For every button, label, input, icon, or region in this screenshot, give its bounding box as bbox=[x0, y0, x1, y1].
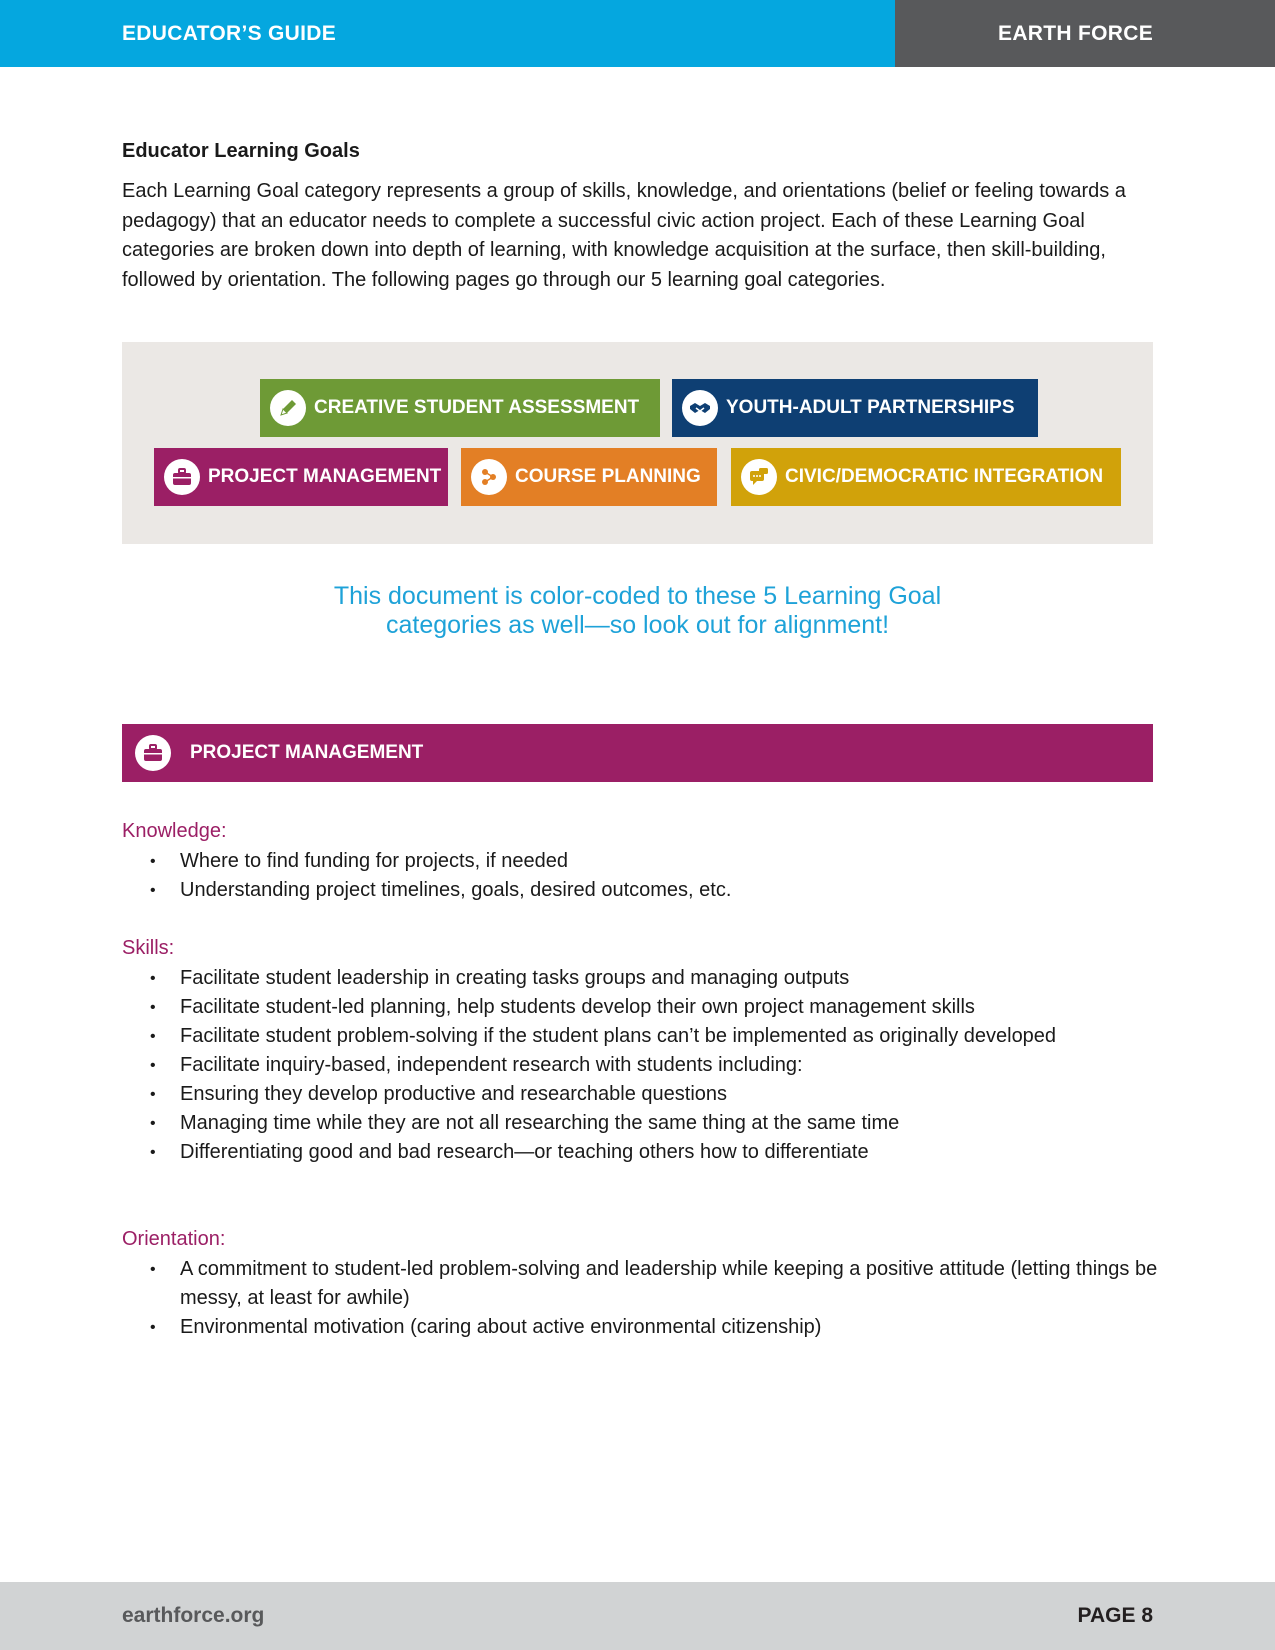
project-management-banner bbox=[122, 724, 1153, 782]
skills-list bbox=[122, 964, 1162, 1167]
goal-youth-adult-partnerships bbox=[672, 379, 1038, 437]
list-item: • Facilitate student leadership in creating tasks groups and managing outputs bbox=[122, 964, 1162, 993]
list-item: • Differentiating good and bad research—or teaching others how to differentiate bbox=[122, 1138, 1162, 1167]
list-item: • A commitment to student-led problem-solving and leadership while keeping a positive attitude (letting things be messy, at least for awhile) bbox=[122, 1255, 1162, 1313]
list-item: • Facilitate student problem-solving if the student plans can’t be implemented as originally developed bbox=[122, 1022, 1162, 1051]
list-item: • Ensuring they develop productive and researchable questions bbox=[122, 1080, 1162, 1109]
knowledge-list bbox=[122, 847, 1162, 905]
callout-line: This document is color-coded to these 5 Learning Goal bbox=[333, 582, 942, 610]
page-footer bbox=[0, 1582, 1275, 1650]
list-item: • Facilitate student-led planning, help students develop their own project management skills bbox=[122, 993, 1162, 1022]
guide-title: EDUCATOR’S GUIDE bbox=[0, 0, 895, 67]
list-item: • Where to find funding for projects, if needed bbox=[122, 847, 1162, 876]
orientation-list bbox=[122, 1255, 1162, 1342]
briefcase-icon bbox=[135, 735, 171, 771]
goal-label: PROJECT MANAGEMENT bbox=[208, 466, 442, 487]
section-title: Educator Learning Goals bbox=[122, 140, 360, 162]
list-item: • Facilitate inquiry-based, independent research with students including: bbox=[122, 1051, 1162, 1080]
goal-label: CREATIVE STUDENT ASSESSMENT bbox=[314, 397, 640, 418]
pencil-icon bbox=[270, 390, 306, 426]
intro-paragraph: Each Learning Goal category represents a group of skills, knowledge, and orientations (belief or feeling towards a pedagogy) that an educator needs to complete a successful civic action project. Each of these Learning Goal categories are broken down into depth of learning, with knowledge acquisition at the surface, then skill-building, followed by orientation. The following pages go through our 5 learning goal categories. bbox=[122, 180, 1126, 291]
goal-label: CIVIC/DEMOCRATIC INTEGRATION bbox=[785, 466, 1104, 487]
website-link[interactable]: earthforce.org bbox=[122, 1604, 265, 1627]
goal-civic-democratic-integration bbox=[731, 448, 1121, 506]
goal-course-planning bbox=[461, 448, 717, 506]
goal-label: YOUTH-ADULT PARTNERSHIPS bbox=[726, 397, 1015, 418]
goal-creative-student-assessment bbox=[260, 379, 660, 437]
knowledge-heading: Knowledge: bbox=[122, 820, 227, 842]
org-title: EARTH FORCE bbox=[895, 0, 1275, 67]
color-code-callout bbox=[200, 582, 1075, 640]
skills-heading: Skills: bbox=[122, 937, 175, 959]
orientation-heading: Orientation: bbox=[122, 1228, 226, 1250]
handshake-icon bbox=[682, 390, 718, 426]
goal-label: COURSE PLANNING bbox=[515, 466, 701, 487]
banner-title: PROJECT MANAGEMENT bbox=[190, 742, 424, 763]
briefcase-icon bbox=[164, 459, 200, 495]
page-number: PAGE 8 bbox=[1077, 1604, 1153, 1627]
callout-line: categories as well—so look out for alignment! bbox=[385, 611, 890, 639]
page-header bbox=[0, 0, 1275, 67]
goal-project-management bbox=[154, 448, 448, 506]
list-item: • Environmental motivation (caring about active environmental citizenship) bbox=[122, 1313, 1162, 1342]
learning-goals-panel bbox=[122, 342, 1153, 544]
network-icon bbox=[471, 459, 507, 495]
list-item: • Managing time while they are not all researching the same thing at the same time bbox=[122, 1109, 1162, 1138]
list-item: • Understanding project timelines, goals, desired outcomes, etc. bbox=[122, 876, 1162, 905]
speech-bubbles-icon bbox=[741, 459, 777, 495]
